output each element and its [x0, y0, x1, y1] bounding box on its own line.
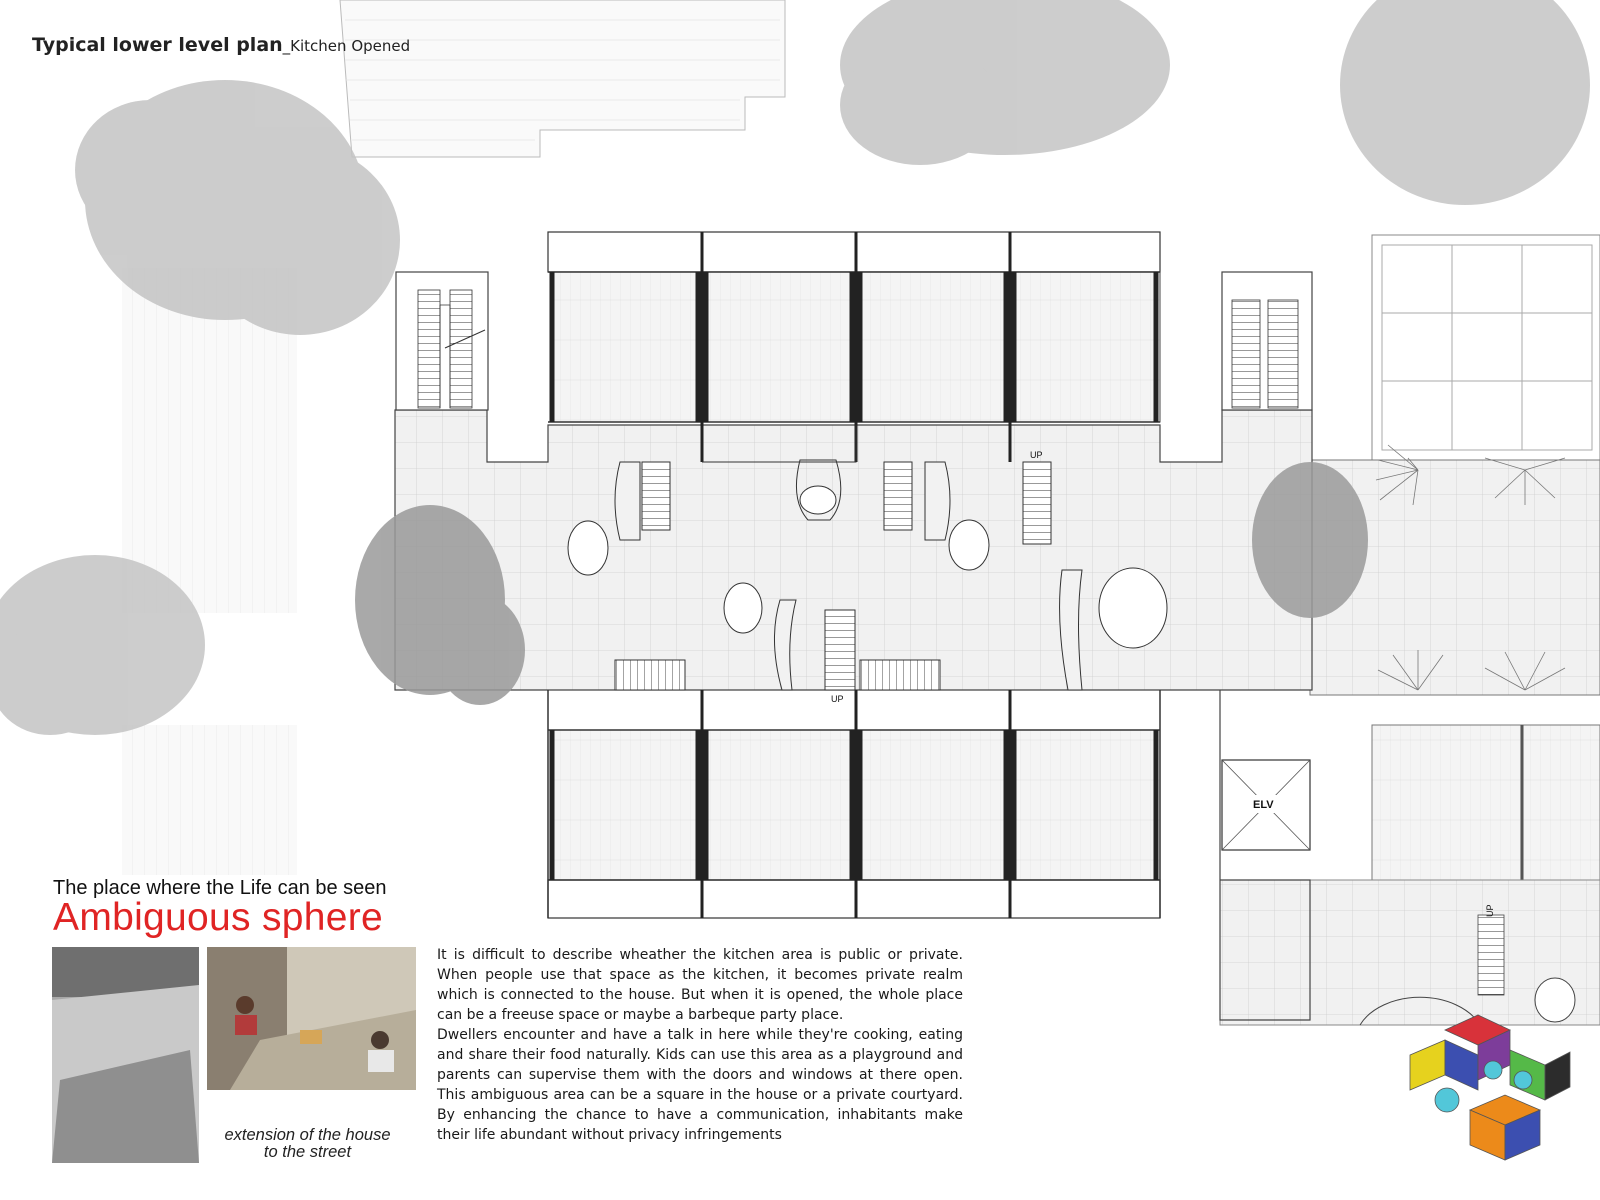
stair-top-right	[1023, 462, 1051, 544]
right-lower-units	[1372, 725, 1600, 880]
stair-bottom-left	[615, 660, 685, 690]
tagline: The place where the Life can be seen	[53, 877, 387, 899]
section-heading: Ambiguous sphere	[53, 896, 383, 939]
stair-top-middle	[884, 462, 912, 530]
description-paragraph-2: Dwellers encounter and have a talk in here while they're cooking, eating and share their food naturally. Kids can use this area as a playground and parents can supervise them with the doors and windows at there open. This ambiguous area can be a square in the house or a private courtyard. By enhancing the chance to have a communication, inhabitants make their life abundant without privacy infringements	[437, 1027, 963, 1143]
tree-courtyard-right	[1252, 462, 1368, 618]
bottom-units	[548, 690, 1160, 918]
tree-top-right	[1340, 0, 1590, 205]
elevator-label: ELV	[1253, 799, 1274, 811]
left-stair-block	[396, 272, 488, 410]
caption-line-1: extension of the house	[224, 1126, 391, 1144]
cube-logo	[1410, 1015, 1570, 1160]
caption-line-2: to the street	[263, 1143, 352, 1161]
neighbour-outline	[340, 0, 785, 157]
stair-center	[825, 610, 855, 690]
photo-courtyard	[207, 947, 416, 1090]
up-label-1: UP	[1030, 450, 1043, 460]
left-deck-lower	[122, 725, 297, 875]
plan-title	[32, 34, 410, 56]
stair-bottom-middle	[860, 660, 940, 690]
description-paragraph-1: It is difficult to describe wheather the kitchen area is public or private. When people use that space as the kitchen, it becomes private realm which is connected to the house. But when it is opened, the whole place can be a freeuse space or maybe a barbeque party place.	[437, 947, 963, 1023]
right-building	[1372, 235, 1600, 460]
courtyard-paving	[395, 410, 1312, 1020]
title-main: Typical lower level plan	[32, 34, 283, 56]
title-sub: _Kitchen Opened	[282, 37, 411, 55]
photo-caption	[205, 1127, 410, 1161]
description-text	[437, 945, 963, 1145]
up-label-3: UP	[1485, 904, 1495, 917]
photo-street	[52, 947, 199, 1163]
stair-top-left	[642, 462, 670, 530]
up-label-2: UP	[831, 694, 844, 704]
